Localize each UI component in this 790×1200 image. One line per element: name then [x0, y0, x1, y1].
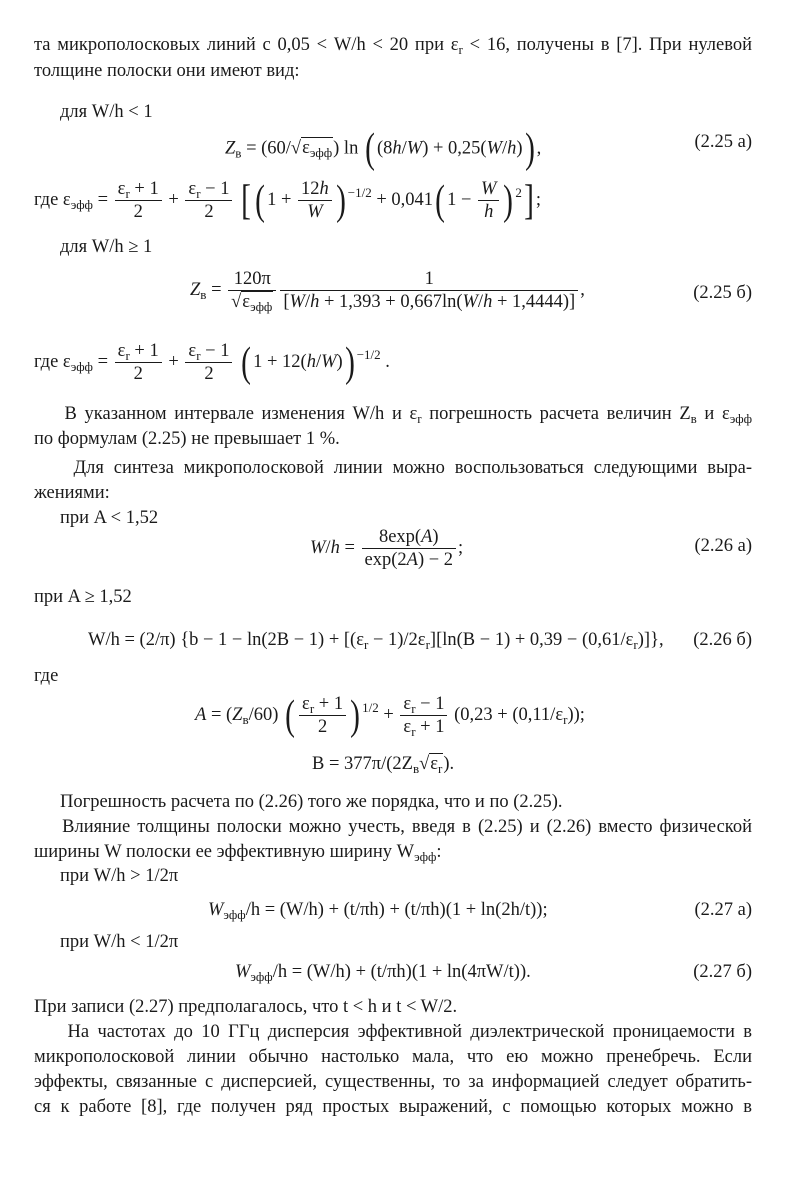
- paragraph-line: по формулам (2.25) не превышает 1 %.: [34, 429, 340, 449]
- equation-number: (2.25 б): [693, 283, 752, 303]
- paragraph-line: жениями:: [34, 483, 110, 503]
- text-line: та микрополосковых линий с 0,05 < W/h < 20 при $\varepsilon_r < 16$, получены в [7]. При нулевой: [34, 35, 752, 57]
- where-text: где: [34, 666, 59, 686]
- equation-number: (2.26 а): [694, 536, 752, 556]
- formula-B: $B = 377\pi/(2Z_в√\varepsilon_r)$.: [312, 754, 455, 776]
- equation-number: (2.25 а): [694, 132, 752, 152]
- paragraph-line: В указанном интервале изменения W/h и $\varepsilon_r$ погрешность расчета величин $Z_в$ и $\varepsilon_{эфф}$: [64, 404, 752, 426]
- formula-eps-eff-a: где $\varepsilon_{эфф}$ = $\frac{\varepsilon_r + 1}{2}$ + $\frac{\varepsilon_r - 1}{2}$ [( 1 + $\frac{12h}{W}$ ) $^{-1/2}$ + 0,041( 1 − $\frac{W}{h}$ ) $^2$] ;: [34, 177, 542, 224]
- formula-2-26b: W/h = (2/π) $\{b - 1 - \ln(2B - 1) + [(\varepsilon_r - 1)/2\varepsilon_r][\ln(B - 1) + 0,39 - (0,61/\varepsilon_r)]\}$,: [88, 630, 664, 652]
- equation-number: (2.27 б): [693, 962, 752, 982]
- paragraph-line: ся к работе [8], где получен ряд простых выражений, с помощью которых можно в: [34, 1097, 752, 1117]
- paragraph-line: На частотах до 10 ГГц дисперсия эффективной диэлектрической проницаемости в: [67, 1022, 752, 1042]
- paragraph-line: При записи (2.27) предполагалось, что t < h и t < W/2.: [34, 997, 458, 1017]
- paragraph-line: Погрешность расчета по (2.26) того же порядка, что и по (2.25).: [60, 792, 563, 812]
- formula-eps-eff-b: где $\varepsilon_{эфф}$ = $\frac{\varepsilon_r + 1}{2}$ + $\frac{\varepsilon_r - 1}{2}$ ( 1 + 12(h/W)) $^{-1/2}$ .: [34, 339, 390, 386]
- condition-text: для W/h ≥ 1: [60, 237, 153, 257]
- equation-number: (2.26 б): [693, 630, 752, 650]
- formula-2-25a: $Z_в = (60/√\varepsilon_{эфф})$ ln ( (8h/W) + 0,25(W/h)) ,: [225, 126, 542, 172]
- condition-text: при W/h < 1/2π: [60, 932, 179, 952]
- formula-2-27a: $W_{эфф}/h = (W/h) + (t/\pi h) + (t/\pi h)(1 + \ln(2h/t))$;: [208, 900, 548, 922]
- condition-text: при A ≥ 1,52: [34, 587, 132, 607]
- formula-2-27b: $W_{эфф}/h = (W/h) + (t/\pi h)(1 + \ln(4\pi W/t))$.: [235, 962, 531, 984]
- condition-text: при W/h > 1/2π: [60, 866, 179, 886]
- formula-A: $A = (Z_в/60)$ ( $\frac{\varepsilon_r + 1}{2}$ ) $^{1/2}$ + $\frac{\varepsilon_r - 1}{\varepsilon_r + 1}$ $(0,23 + (0,11/\varepsilon_r))$;: [195, 692, 585, 739]
- paragraph-line: Для синтеза микрополосковой линии можно воспользоваться следующими выра-: [73, 458, 753, 478]
- paragraph-line: эффекты, связанные с дисперсией, существенны, то за информацией следует обратить-: [34, 1072, 752, 1092]
- paragraph-line: микрополосковой линии обычно настолько мала, что ею можно пренебречь. Если: [34, 1047, 752, 1067]
- equation-number: (2.27 а): [694, 900, 752, 920]
- formula-2-25b: $Z_в$ = 120π $√\varepsilon_{эфф}$ $\frac{1}{[W/h + 1,393 + 0,667\ln(W/h + 1,4444)]}$ ,: [190, 269, 585, 314]
- condition-text: при A < 1,52: [60, 508, 159, 528]
- formula-2-26a: W/h = $\frac{8\exp(A)}{\exp(2A) - 2}$ ;: [310, 527, 464, 570]
- text-line: толщине полоски они имеют вид:: [34, 61, 300, 81]
- condition-text: для W/h < 1: [60, 102, 153, 122]
- paragraph-line: Влияние толщины полоски можно учесть, введя в (2.25) и (2.26) вместо физической: [62, 817, 753, 837]
- paragraph-line: ширины W полоски ее эффективную ширину $W_{эфф}$:: [34, 842, 442, 864]
